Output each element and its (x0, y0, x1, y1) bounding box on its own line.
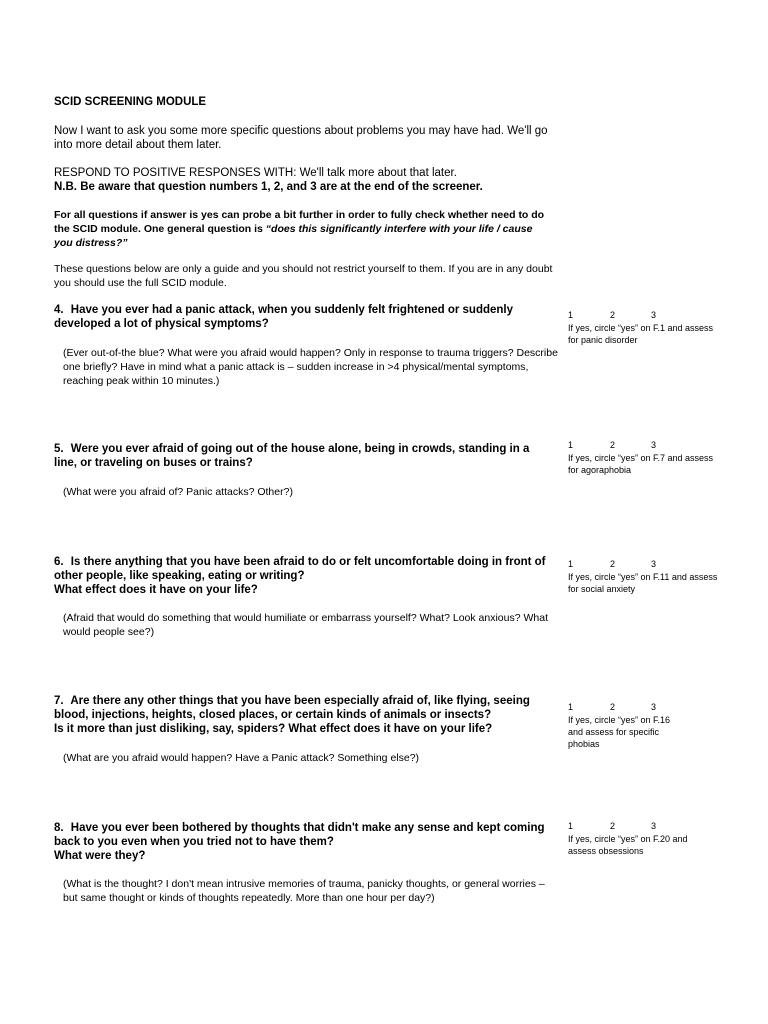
rating-note: If yes, circle “yes” on F.16 and assess for specific phobias (568, 715, 671, 749)
rating-note: If yes, circle “yes” on F.20 and assess obsessions (568, 834, 688, 856)
nb-line: N.B. Be aware that question numbers 1, 2, and 3 are at the end of the screener. (54, 181, 483, 193)
intro-paragraph: Now I want to ask you some more specific questions about problems you may have had. We'll go into more detail about them later. (54, 125, 548, 151)
probe-quote: “does this significantly interfere with your life / cause you distress?” (54, 223, 533, 249)
rating-3[interactable]: 3 (651, 310, 657, 320)
question-8-rating (568, 821, 718, 857)
rating-1[interactable]: 1 (568, 440, 574, 450)
question-5-probe: (What were you afraid of? Panic attacks? Other?) (63, 486, 293, 498)
rating-2[interactable]: 2 (610, 559, 616, 569)
rating-2[interactable]: 2 (610, 440, 616, 450)
question-7 (54, 694, 554, 736)
question-4-probe: (Ever out-of-the blue? What were you afraid would happen? Only in response to trauma triggers? Describe one briefly? Have in mind what a panic attack is – sudden increase in >4 physical/mental symptoms, reaching peak within 10 minutes.) (63, 347, 558, 387)
question-5 (54, 442, 554, 470)
rating-1[interactable]: 1 (568, 559, 574, 569)
question-followup: What effect does it have on your life? (54, 584, 258, 596)
question-number: 4. (54, 304, 64, 316)
rating-3[interactable]: 3 (651, 821, 657, 831)
question-8-probe: (What is the thought? I don't mean intrusive memories of trauma, panicky thoughts, or general worries – but same thought or kinds of thoughts repeatedly. More than one hour per day?) (63, 878, 545, 904)
rating-2[interactable]: 2 (610, 702, 616, 712)
question-followup: What were they? (54, 850, 146, 862)
rating-2[interactable]: 2 (610, 310, 616, 320)
question-5-rating (568, 440, 718, 476)
question-text: Have you ever been bothered by thoughts that didn't make any sense and kept coming back to you even when you tried not to have them? (54, 822, 545, 848)
question-number: 5. (54, 443, 64, 455)
rating-1[interactable]: 1 (568, 821, 574, 831)
rating-3[interactable]: 3 (651, 440, 657, 450)
rating-scale (568, 821, 718, 833)
probe-instructions (54, 208, 554, 250)
question-7-probe: (What are you afraid would happen? Have a Panic attack? Something else?) (63, 752, 420, 764)
rating-note: If yes, circle “yes” on F.7 and assess for agoraphobia (568, 453, 714, 475)
question-6-rating (568, 559, 718, 595)
rating-scale (568, 702, 718, 714)
question-6 (54, 555, 554, 597)
question-8 (54, 821, 554, 863)
question-7-rating (568, 702, 718, 750)
rating-3[interactable]: 3 (651, 702, 657, 712)
question-number: 8. (54, 822, 64, 834)
rating-2[interactable]: 2 (610, 821, 616, 831)
rating-3[interactable]: 3 (651, 559, 657, 569)
rating-note: If yes, circle “yes” on F.1 and assess for panic disorder (568, 323, 714, 345)
question-text: Is there anything that you have been afraid to do or felt uncomfortable doing in front of other people, like speaking, eating or writing? (54, 556, 546, 582)
rating-note: If yes, circle “yes” on F.11 and assess for social anxiety (568, 572, 718, 594)
rating-scale (568, 559, 718, 571)
rating-scale (568, 440, 718, 452)
question-text: Were you ever afraid of going out of the house alone, being in crowds, standing in a line, or traveling on buses or trains? (54, 443, 530, 469)
question-text: Are there any other things that you have been especially afraid of, like flying, seeing blood, injections, heights, closed places, or certain kinds of animals or insects? (54, 695, 530, 721)
rating-scale (568, 310, 718, 322)
guide-paragraph: These questions below are only a guide and you should not restrict yourself to them. If you are in any doubt you should use the full SCID module. (54, 263, 553, 289)
question-followup: Is it more than just disliking, say, spiders? What effect does it have on your life? (54, 723, 493, 735)
question-4-rating (568, 310, 718, 346)
question-number: 7. (54, 695, 64, 707)
probe-text: For all questions if answer is yes can probe a bit further in order to fully check whether need to do the SCID module. One general question is (54, 209, 545, 235)
document-title: SCID SCREENING MODULE (54, 96, 207, 108)
question-number: 6. (54, 556, 64, 568)
question-6-probe: (Afraid that would do something that would humiliate or embarrass yourself? What? Look anxious? What would people see?) (63, 612, 548, 638)
rating-1[interactable]: 1 (568, 310, 574, 320)
rating-1[interactable]: 1 (568, 702, 574, 712)
respond-line: RESPOND TO POSITIVE RESPONSES WITH: We'll talk more about that later. (54, 167, 457, 179)
question-text: Have you ever had a panic attack, when you suddenly felt frightened or suddenly developed a lot of physical symptoms? (54, 304, 514, 330)
respond-instructions (54, 166, 554, 194)
question-4 (54, 303, 554, 331)
